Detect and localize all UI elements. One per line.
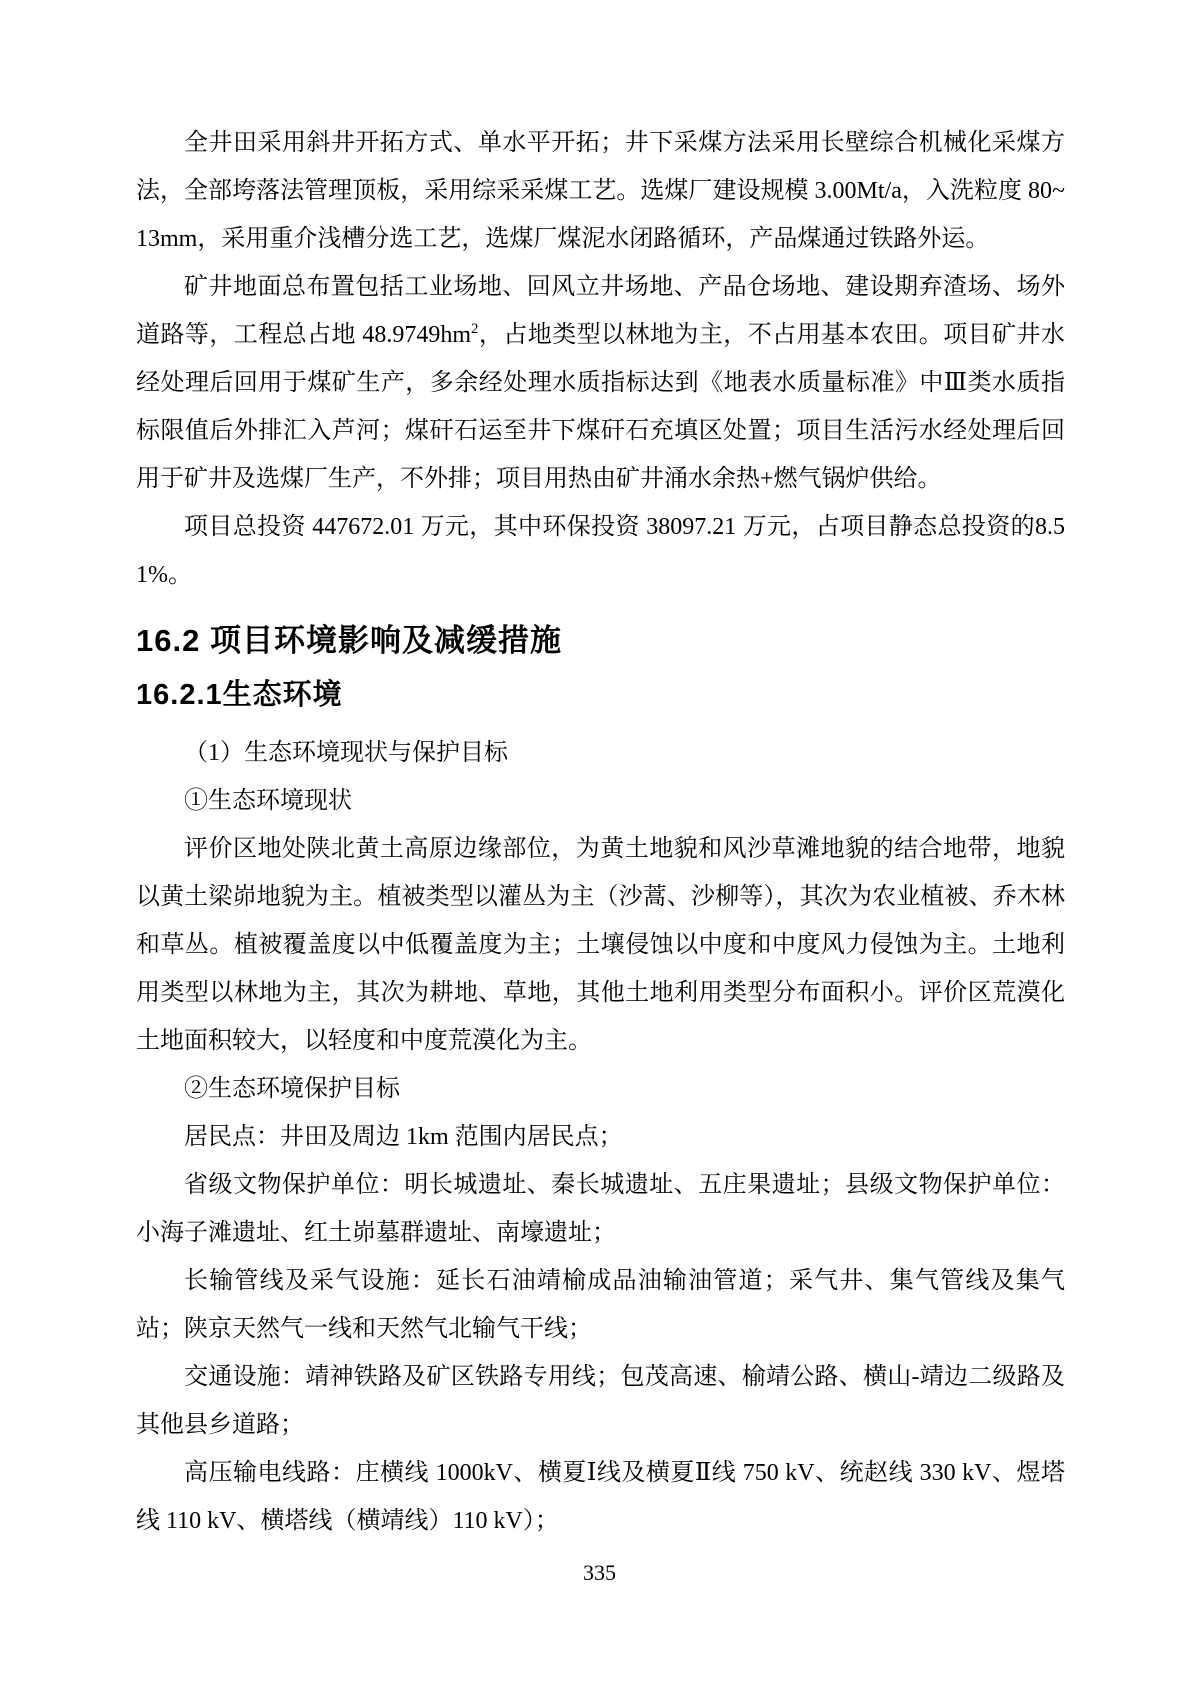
- subsection-heading: 16.2.1生态环境: [136, 679, 343, 711]
- paragraph-eco-status: 评价区地处陕北黄土高原边缘部位，为黄土地貌和风沙草滩地貌的结合地带，地貌以黄土梁峁地貌为主。植被类型以灌丛为主（沙蒿、沙柳等），其次为农业植被、乔木林和草丛。植被覆盖度以中低覆盖度为主；土壤侵蚀以中度和中度风力侵蚀为主。土地利用类型以林地为主，其次为耕地、草地，其他土地利用类型分布面积小。评价区荒漠化土地面积较大，以轻度和中度荒漠化为主。: [136, 836, 1065, 1054]
- paragraph-target-powerlines: 高压输电线路：庄横线 1000kV、横夏Ⅰ线及横夏Ⅱ线 750 kV、统赵线 330 kV、煜塔线 110 kV、横塔线（横靖线）110 kV）；: [136, 1460, 1065, 1534]
- section-heading: 16.2 项目环境影响及减缓措施: [136, 623, 562, 658]
- paragraph-mining-method: 全井田采用斜井开拓方式、单水平开拓；井下采煤方法采用长壁综合机械化采煤方法，全部垮落法管理顶板，采用综采采煤工艺。选煤厂建设规模 3.00Mt/a，入洗粒度 80~13mm，采用重介浅槽分选工艺，选煤厂煤泥水闭路循环，产品煤通过铁路外运。: [136, 130, 1065, 252]
- page-number: 335: [583, 1560, 616, 1585]
- paragraph-site-layout: [136, 263, 1065, 503]
- paragraph-target-heritage: 省级文物保护单位：明长城遗址、秦长城遗址、五庄果遗址；县级文物保护单位：小海子滩遗址、红土峁墓群遗址、南壕遗址；: [136, 1172, 1065, 1246]
- paragraph-investment: 项目总投资 447672.01 万元，其中环保投资 38097.21 万元，占项目静态总投资的8.51%。: [136, 514, 1065, 588]
- eco-status-label: ①生态环境现状: [184, 788, 352, 814]
- paragraph-target-transport: 交通设施：靖神铁路及矿区铁路专用线；包茂高速、榆靖公路、横山-靖边二级路及其他县乡道路；: [136, 1364, 1065, 1438]
- eco-status-and-targets-title: （1）生态环境现状与保护目标: [184, 740, 508, 766]
- paragraph-site-layout-text-pre: 矿井地面总布置包括工业场地、回风立井场地、产品仓场地、建设期弃渣场、场外道路等，工程总占地 48.9749hm: [136, 274, 1065, 348]
- superscript-square: 2: [471, 321, 479, 337]
- eco-targets-label: ②生态环境保护目标: [184, 1076, 400, 1102]
- paragraph-target-residents: 居民点：井田及周边 1km 范围内居民点；: [184, 1124, 623, 1150]
- paragraph-target-pipelines: 长输管线及采气设施：延长石油靖榆成品油输油管道；采气井、集气管线及集气站；陕京天然气一线和天然气北输气干线；: [136, 1268, 1065, 1342]
- paragraph-site-layout-text-post: ，占地类型以林地为主，不占用基本农田。项目矿井水经处理后回用于煤矿生产，多余经处理水质指标达到《地表水质量标准》中Ⅲ类水质指标限值后外排汇入芦河；煤矸石运至井下煤矸石充填区处置；项目生活污水经处理后回用于矿井及选煤厂生产，不外排；项目用热由矿井涌水余热+燃气锅炉供给。: [136, 322, 1065, 492]
